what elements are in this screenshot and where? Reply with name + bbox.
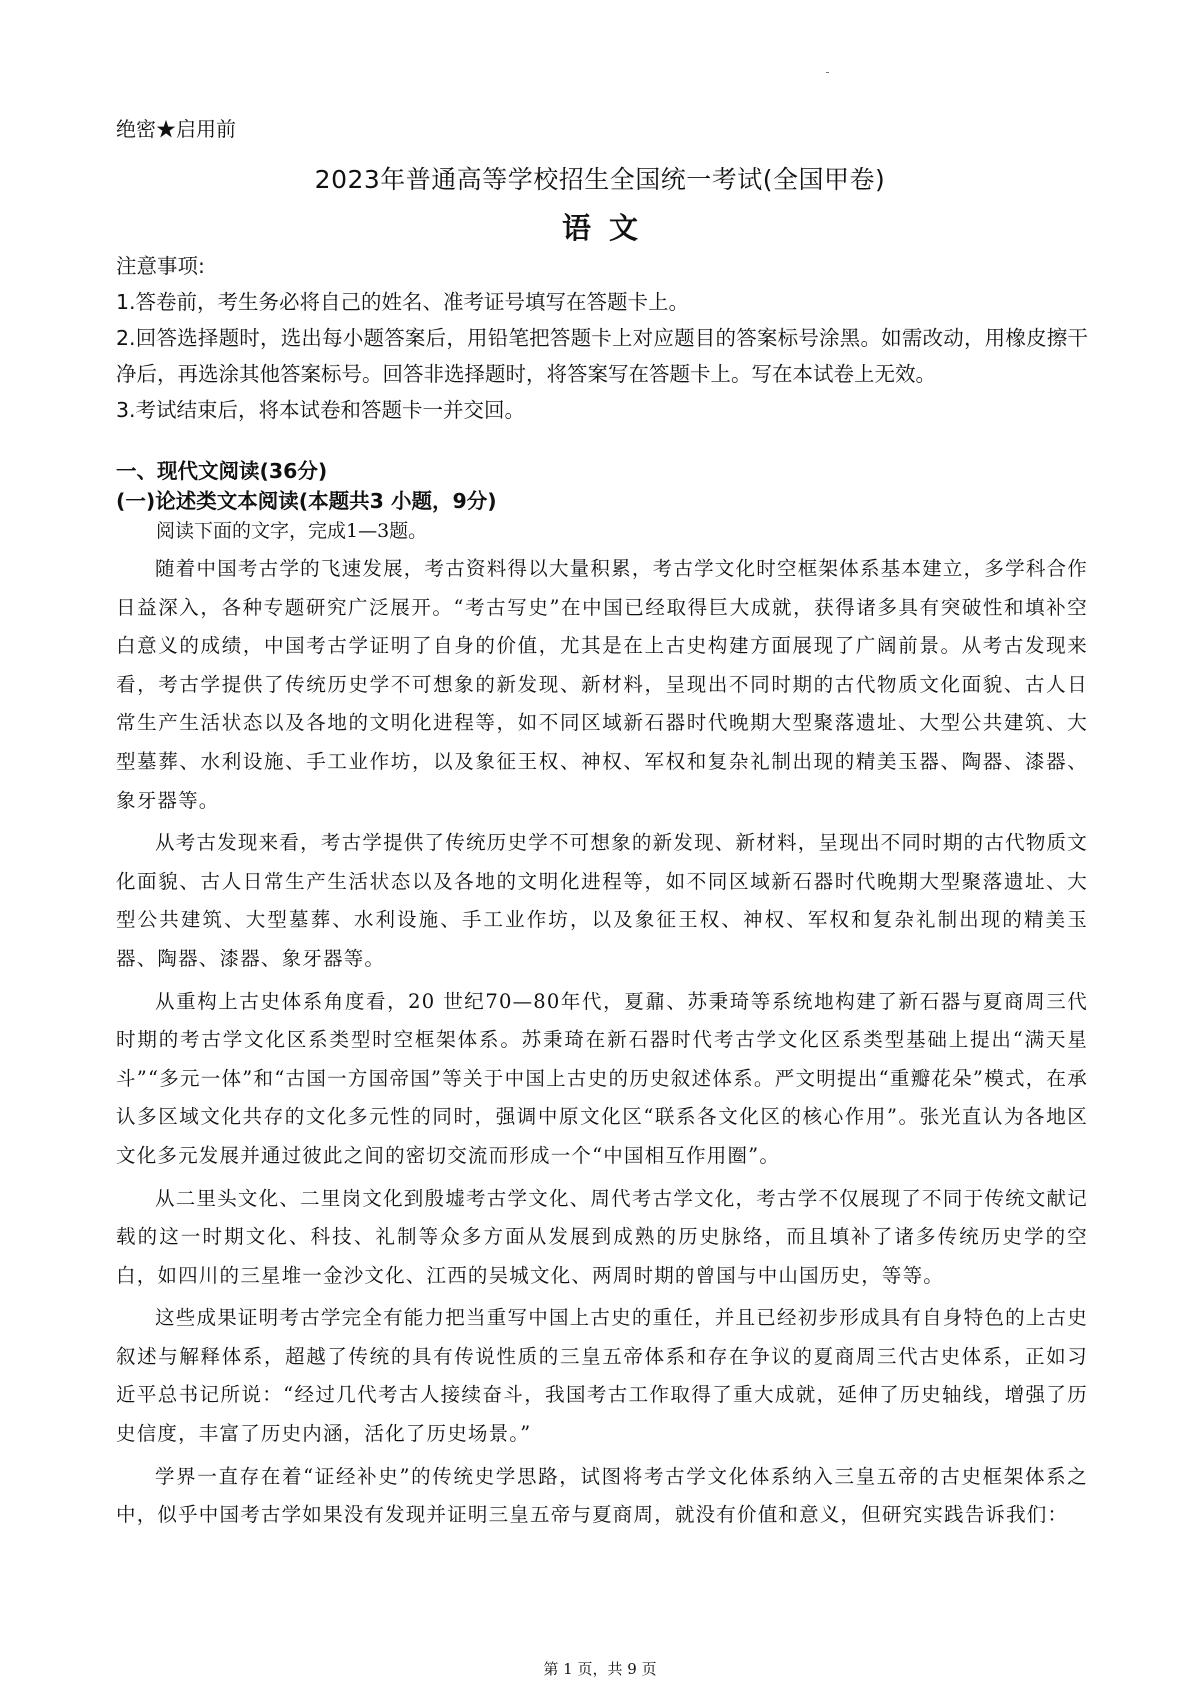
reading-passage [116,550,1088,1539]
passage-paragraph: 学界一直存在着“证经补史”的传统史学思路，试图将考古学文化体系纳入三皇五帝的古史框架体系之中，似乎中国考古学如果没有发现并证明三皇五帝与夏商周，就没有价值和意义，但研究实践告诉我们： [116,1464,1088,1527]
passage-paragraph: 从重构上古史体系角度看，20 世纪70—80年代，夏鼐、苏秉琦等系统地构建了新石器与夏商周三代时期的考古学文化区系类型时空框架体系。苏秉琦在新石器时代考古学文化区系类型基础上提出“满天星斗”“多元一体”和“古国一方国帝国”等关于中国上古史的历史叙述体系。严文明提出“重瓣花朵”模式，在承认多区域文化共存的文化多元性的同时，强调中原文化区“联系各文化区的核心作用”。张光直认为各地区文化多元发展并通过彼此之间的密切交流而形成一个“中国相互作用圈”。 [116,989,1088,1167]
notes-item: 2.回答选择题时，选出每小题答案后，用铅笔把答题卡上对应题目的答案标号涂黑。如需改动，用橡皮擦干净后，再选涂其他答案标号。回答非选择题时，将答案写在答题卡上。写在本试卷上无效。 [116,326,1088,386]
passage-paragraph: 从考古发现来看，考古学提供了传统历史学不可想象的新发现、新材料，呈现出不同时期的古代物质文化面貌、古人日常生产生活状态以及各地的文明化进程等，如不同区域新石器时代晚期大型聚落遗址、大型公共建筑、大型墓葬、水利设施、手工业作坊，以及象征王权、神权、军权和复杂礼制出现的精美玉器、陶器、漆器、象牙器等。 [116,831,1088,970]
scan-mark [826,72,829,73]
passage-paragraph: 随着中国考古学的飞速发展，考古资料得以大量积累，考古学文化时空框架体系基本建立，多学科合作日益深入，各种专题研究广泛展开。“考古写史”在中国已经取得巨大成就，获得诸多具有突破性和填补空白意义的成绩，中国考古学证明了自身的价值，尤其是在上古史构建方面展现了广阔前景。从考古发现来看，考古学提供了传统历史学不可想象的新发现、新材料，呈现出不同时期的古代物质文化面貌、古人日常生产生活状态以及各地的文明化进程等，如不同区域新石器时代晚期大型聚落遗址、大型公共建筑、大型墓葬、水利设施、手工业作坊，以及象征王权、神权、军权和复杂礼制出现的精美玉器、陶器、漆器、象牙器等。 [116,557,1088,812]
page-footer: 第 1 页，共 9 页 [543,1660,657,1678]
notes-item: 1.答卷前，考生务必将自己的姓名、准考证号填写在答题卡上。 [116,290,690,314]
subsection-title: (一)论述类文本阅读(本题共3 小题，9分) [116,489,497,513]
notes-item: 3.考试结束后，将本试卷和答题卡一并交回。 [116,398,526,422]
reading-instruction: 阅读下面的文字，完成1—3题。 [156,520,428,542]
subject-title: 语文 [561,211,656,245]
confidential-label: 绝密★启用前 [116,117,236,141]
notes-block [116,248,1088,428]
passage-paragraph: 这些成果证明考古学完全有能力把当重写中国上古史的重任，并且已经初步形成具有自身特色的上古史叙述与解释体系，超越了传统的具有传说性质的三皇五帝体系和存在争议的夏商周三代古史体系，正如习近平总书记所说：“经过几代考古人接续奋斗，我国考古工作取得了重大成就，延伸了历史轴线，增强了历史信度，丰富了历史内涵，活化了历史场景。” [116,1306,1088,1446]
exam-title: 2023年普通高等学校招生全国统一考试(全国甲卷) [314,165,886,194]
notes-heading: 注意事项: [116,254,205,278]
part-title: 一、现代文阅读(36分) [116,459,328,483]
passage-paragraph: 从二里头文化、二里岗文化到殷墟考古学文化、周代考古学文化，考古学不仅展现了不同于传统文献记载的这一时期文化、科技、礼制等众多方面从发展到成熟的历史脉络，而且填补了诸多传统历史学的空白，如四川的三星堆一金沙文化、江西的吴城文化、两周时期的曾国与中山国历史，等等。 [116,1186,1088,1287]
